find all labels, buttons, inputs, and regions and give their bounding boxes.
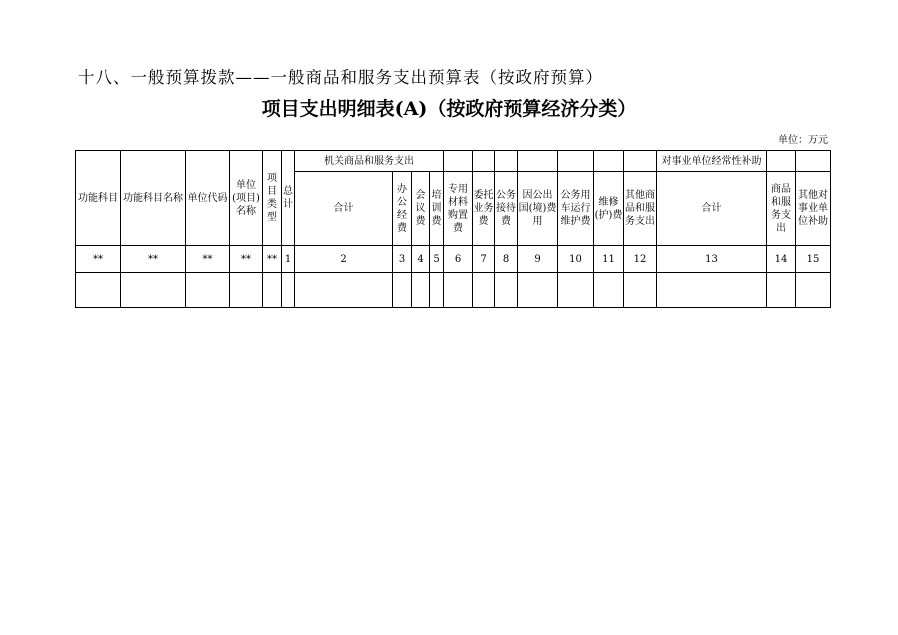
index-cell: ** (230, 246, 263, 273)
data-cell (412, 273, 430, 308)
data-cell (624, 273, 657, 308)
index-cell: 2 (295, 246, 393, 273)
col-reception-fee: 公务接待费 (495, 172, 518, 246)
index-cell: 5 (430, 246, 444, 273)
budget-table (75, 150, 831, 308)
col-project-type: 项目类型 (263, 151, 282, 246)
col-b-other-subsidy: 其他对事业单位补助 (796, 172, 831, 246)
col-total: 总计 (282, 151, 295, 246)
index-cell: ** (121, 246, 186, 273)
data-cell (444, 273, 473, 308)
data-cell (473, 273, 495, 308)
group-header-institution-subsidy: 对事业单位经常性补助 (657, 151, 767, 172)
col-other-goods-services: 其他商品和服务支出 (624, 172, 657, 246)
index-cell: 13 (657, 246, 767, 273)
data-cell (657, 273, 767, 308)
index-cell: 10 (558, 246, 594, 273)
index-cell: 9 (518, 246, 558, 273)
index-row (76, 246, 831, 273)
col-materials-purchase: 专用材料购置费 (444, 172, 473, 246)
data-cell (767, 273, 796, 308)
index-cell: 4 (412, 246, 430, 273)
col-b-goods-services: 商品和服务支出 (767, 172, 796, 246)
col-b-subtotal: 合计 (657, 172, 767, 246)
index-cell: 3 (393, 246, 412, 273)
group-header-blank-9 (796, 151, 831, 172)
data-cell (495, 273, 518, 308)
col-abroad-expense: 因公出国(境)费用 (518, 172, 558, 246)
col-a-subtotal: 合计 (295, 172, 393, 246)
index-cell: 6 (444, 246, 473, 273)
data-cell (558, 273, 594, 308)
col-unit-project-name: 单位(项目)名称 (230, 151, 263, 246)
col-func-name: 功能科目名称 (121, 151, 186, 246)
group-header-blank-6 (594, 151, 624, 172)
col-office-expense: 办公经费 (393, 172, 412, 246)
data-cell (594, 273, 624, 308)
index-cell: 11 (594, 246, 624, 273)
col-training-fee: 培训费 (430, 172, 444, 246)
group-header-agency-goods-services: 机关商品和服务支出 (295, 151, 444, 172)
data-cell (186, 273, 230, 308)
data-cell (393, 273, 412, 308)
page-title: 项目支出明细表(A)（按政府预算经济分类） (261, 98, 637, 120)
unit-label: 单位：万元 (778, 135, 828, 146)
empty-data-row (76, 273, 831, 308)
index-cell: 1 (282, 246, 295, 273)
group-header-blank-8 (767, 151, 796, 172)
index-cell: 14 (767, 246, 796, 273)
data-cell (230, 273, 263, 308)
data-cell (263, 273, 282, 308)
header-row-group (76, 151, 831, 172)
data-cell (295, 273, 393, 308)
section-title: 十八、一般预算拨款——一般商品和服务支出预算表（按政府预算） (78, 68, 603, 87)
group-header-blank-1 (444, 151, 473, 172)
index-cell: ** (186, 246, 230, 273)
index-cell: 15 (796, 246, 831, 273)
data-cell (796, 273, 831, 308)
group-header-blank-7 (624, 151, 657, 172)
index-cell: 8 (495, 246, 518, 273)
data-cell (76, 273, 121, 308)
data-cell (430, 273, 444, 308)
col-commission-fee: 委托业务费 (473, 172, 495, 246)
group-header-blank-4 (518, 151, 558, 172)
index-cell: ** (76, 246, 121, 273)
data-cell (282, 273, 295, 308)
col-func-code: 功能科目 (76, 151, 121, 246)
col-unit-code: 单位代码 (186, 151, 230, 246)
group-header-blank-2 (473, 151, 495, 172)
col-vehicle-maintenance: 公务用车运行维护费 (558, 172, 594, 246)
col-meeting-fee: 会议费 (412, 172, 430, 246)
index-cell: 7 (473, 246, 495, 273)
col-repair-fee: 维修(护)费 (594, 172, 624, 246)
group-header-blank-3 (495, 151, 518, 172)
index-cell: 12 (624, 246, 657, 273)
data-cell (121, 273, 186, 308)
group-header-blank-5 (558, 151, 594, 172)
data-cell (518, 273, 558, 308)
index-cell: ** (263, 246, 282, 273)
